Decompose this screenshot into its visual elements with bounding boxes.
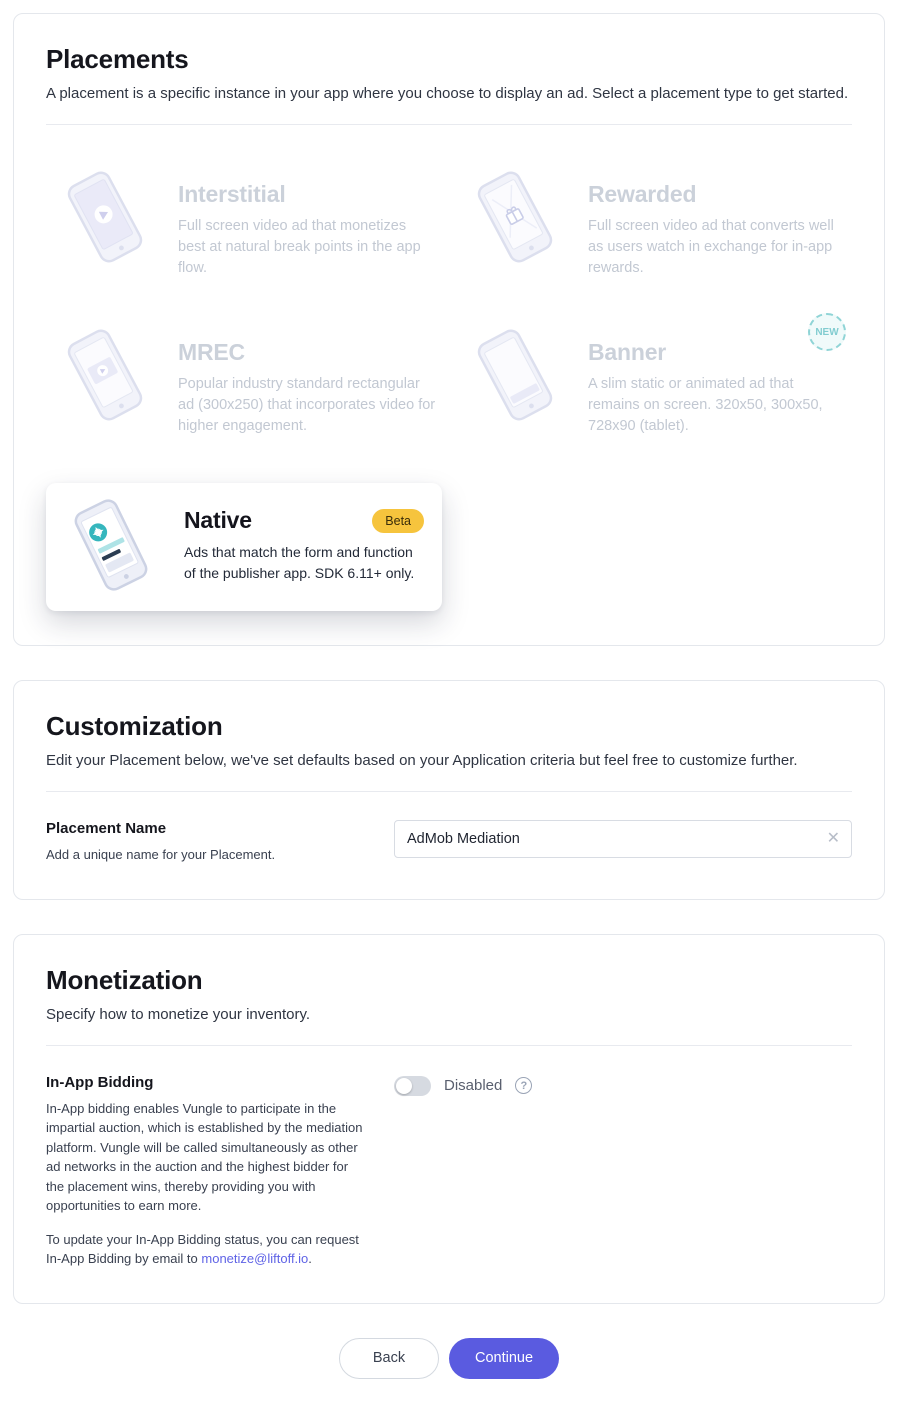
rewarded-description: Full screen video ad that converts well as users watch in exchange for in-app rewards. [588, 218, 834, 277]
customization-subtitle: Edit your Placement below, we've set defaults based on your Application criteria but feel free to customize further. [46, 752, 798, 770]
update-prefix: To update your In-App Bidding status, you can request In-App Bidding by email to [46, 1231, 359, 1267]
placements-subtitle: A placement is a specific instance in your app where you choose to display an ad. Select a placement type to get started. [46, 85, 849, 102]
placement-name-field [394, 820, 852, 858]
native-title-row [184, 507, 424, 534]
native-description: Ads that match the form and function of the publisher app. SDK 6.11+ only. [184, 544, 415, 581]
in-app-bidding-label-block [46, 1074, 394, 1269]
placement-type-rewarded[interactable] [456, 167, 852, 279]
monetization-title: Monetization [46, 964, 203, 995]
placement-name-input-wrap [394, 820, 852, 858]
placement-type-grid [46, 167, 852, 611]
banner-text [588, 325, 846, 437]
native-phone-icon [52, 495, 170, 595]
customization-title: Customization [46, 711, 223, 742]
mrec-description: Popular industry standard rectangular ad (300x250) that incorporates video for higher engagement. [178, 376, 436, 435]
placements-divider [46, 124, 852, 125]
update-suffix: . [308, 1251, 312, 1267]
in-app-bidding-control [394, 1074, 852, 1096]
banner-new-badge: NEW [808, 313, 846, 351]
rewarded-phone-icon [456, 167, 574, 267]
placement-name-input[interactable] [394, 820, 852, 858]
monetize-email-link[interactable]: monetize@liftoff.io [201, 1251, 309, 1267]
placement-name-label-block [46, 820, 394, 865]
interstitial-phone-icon [46, 167, 164, 267]
in-app-bidding-label: In-App Bidding [46, 1073, 154, 1091]
placement-type-mrec[interactable] [46, 325, 442, 437]
monetization-subtitle: Specify how to monetize your inventory. [46, 1005, 311, 1023]
interstitial-title: Interstitial [178, 181, 286, 207]
mrec-text [178, 325, 436, 437]
mrec-title: MREC [178, 339, 245, 366]
clear-input-icon[interactable]: ✕ [826, 830, 840, 848]
rewarded-text [588, 167, 846, 279]
native-beta-badge: Beta [372, 509, 424, 533]
placement-name-row [46, 820, 852, 865]
toggle-knob [396, 1078, 412, 1094]
in-app-bidding-toggle[interactable] [394, 1076, 431, 1096]
in-app-bidding-toggle-row [394, 1076, 852, 1096]
in-app-bidding-status: Disabled [444, 1077, 503, 1095]
banner-title: Banner [588, 339, 667, 366]
in-app-bidding-row [46, 1074, 852, 1269]
in-app-bidding-description: In-App bidding enables Vungle to participate in the impartial auction, which is established by the mediation platform. Vungle will be called simultaneously as other ad networks in the auction and the highest bidder for the placement wins, thereby providing you with opportunities to earn more. [46, 1100, 363, 1214]
native-text [184, 507, 424, 583]
rewarded-title: Rewarded [588, 181, 697, 207]
customization-card [13, 680, 885, 900]
mrec-phone-icon [46, 325, 164, 425]
help-icon[interactable]: ? [515, 1077, 532, 1094]
placements-title: Placements [46, 44, 189, 74]
placement-name-label: Placement Name [46, 820, 167, 838]
placement-type-native[interactable] [46, 483, 442, 611]
interstitial-text [178, 167, 436, 279]
placements-card [13, 13, 885, 646]
placement-name-helper: Add a unique name for your Placement. [46, 847, 276, 863]
monetization-divider [46, 1045, 852, 1046]
placement-type-interstitial[interactable] [46, 167, 442, 279]
back-button[interactable]: Back [339, 1338, 439, 1379]
footer-actions [13, 1338, 885, 1379]
customization-divider [46, 791, 852, 792]
placement-type-banner[interactable] [456, 325, 852, 437]
interstitial-description: Full screen video ad that monetizes best at natural break points in the app flow. [178, 218, 421, 277]
continue-button[interactable]: Continue [449, 1338, 559, 1379]
banner-phone-icon [456, 325, 574, 425]
monetization-card [13, 934, 885, 1304]
banner-description: A slim static or animated ad that remains on screen. 320x50, 300x50, 728x90 (tablet). [588, 376, 823, 435]
native-title: Native [184, 507, 252, 534]
in-app-bidding-update-text [46, 1230, 366, 1269]
